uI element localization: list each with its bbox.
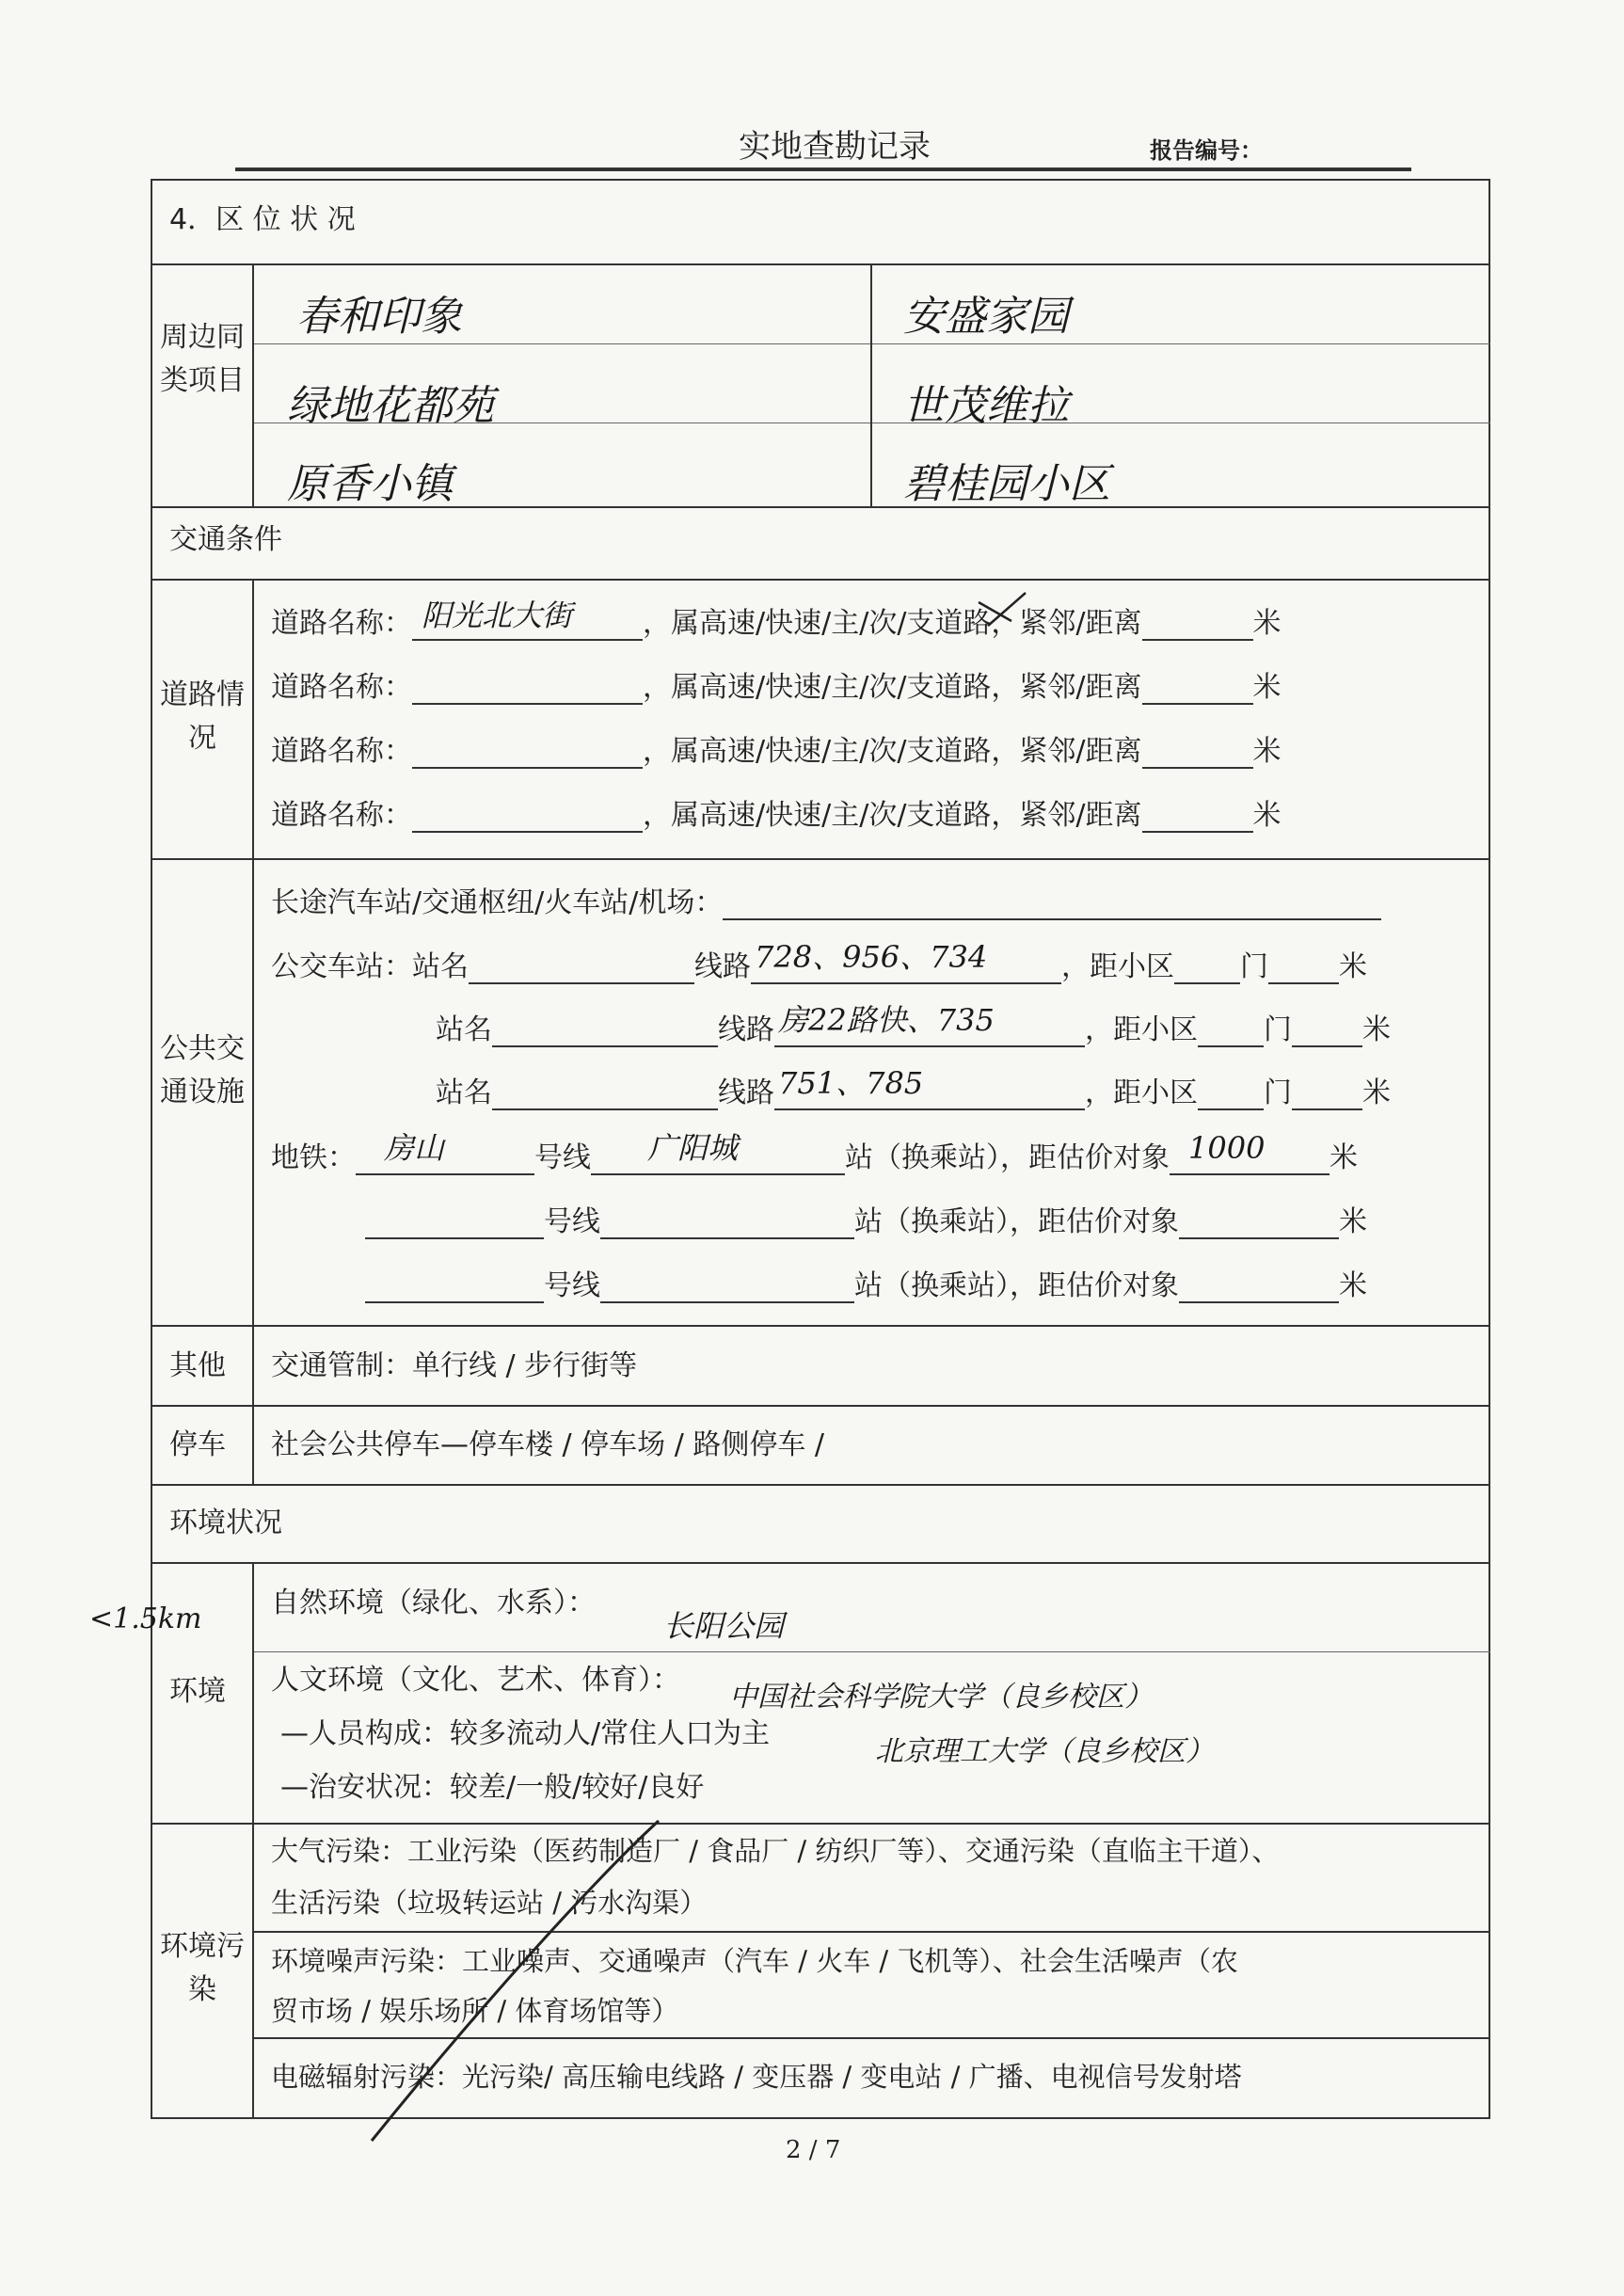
margin-note: <1.5km: [89, 1602, 202, 1635]
gate-label: 门: [1264, 1076, 1292, 1109]
distance-label: ，距小区: [1085, 1076, 1198, 1109]
unit: 米: [1252, 607, 1282, 640]
section-traffic: 交通条件: [169, 523, 282, 556]
unit: 米: [1339, 950, 1367, 983]
station-label: 站名: [412, 950, 469, 983]
noise-pollution: 环境噪声污染：工业噪声、交通噪声（汽车 / 火车 / 飞机等）、社会生活噪声（农: [271, 1945, 1238, 1977]
parking-label: 停车: [169, 1428, 226, 1461]
distance-label: ，距小区: [1085, 1013, 1198, 1046]
station-label: 站名: [436, 1076, 492, 1109]
unit: 米: [1339, 1205, 1367, 1238]
nearby-project: 绿地花都苑: [287, 382, 494, 430]
nearby-label: 周边同类项目: [160, 321, 245, 397]
road-type: ，属高速/快速/主/次/支道路，紧邻/距离: [643, 607, 1142, 640]
bus-route-value: 728、956、734: [755, 939, 988, 975]
road-prefix: 道路名称：: [271, 799, 412, 832]
road-type: ，属高速/快速/主/次/支道路，紧邻/距离: [643, 799, 1142, 832]
nearby-project: 原香小镇: [287, 460, 453, 508]
nearby-project: 春和印象: [296, 293, 462, 341]
line-label: 号线: [544, 1205, 600, 1238]
unit: 米: [1252, 735, 1282, 768]
road-type: ，属高速/快速/主/次/支道路，紧邻/距离: [643, 735, 1142, 768]
metro-prefix: 地铁：: [271, 1141, 356, 1174]
nearby-project: 碧桂园小区: [903, 460, 1110, 508]
line-label: 号线: [544, 1269, 600, 1302]
station-label: 站名: [436, 1013, 492, 1046]
bus-route-value: 房22路快、735: [778, 1002, 995, 1038]
cultural-env-value: 中国社会科学院大学（良乡校区）: [729, 1681, 1153, 1714]
environment-label: 环境: [169, 1675, 226, 1708]
cultural-env: 人文环境（文化、艺术、体育）：: [271, 1664, 680, 1697]
station-suffix: 站（换乘站），距估价对象: [854, 1205, 1179, 1238]
bus-prefix: 公交车站：: [271, 950, 412, 983]
air-pollution-cont: 生活污染（垃圾转运站 / 污水沟渠）: [271, 1887, 708, 1919]
route-label: 线路: [694, 950, 751, 983]
em-pollution: 电磁辐射污染：光污染/ 高压输电线路 / 变压器 / 变电站 / 广播、电视信号发射塔: [271, 2061, 1242, 2093]
parking-text: 社会公共停车—停车楼 / 停车场 / 路侧停车 /: [271, 1428, 825, 1461]
noise-pollution-cont: 贸市场 / 娱乐场所 / 体育场馆等）: [271, 1995, 679, 2027]
metro-line-value: 房山: [384, 1130, 445, 1166]
security-status: —治安状况：较差/一般/较好/良好: [280, 1771, 705, 1804]
distance-label: ，距小区: [1061, 950, 1174, 983]
road-name-value: 阳光北大街: [422, 598, 573, 633]
nearby-project: 安盛家园: [903, 293, 1069, 341]
unit: 米: [1362, 1076, 1391, 1109]
station-suffix: 站（换乘站），距估价对象: [854, 1269, 1179, 1302]
public-transport-label: 公共交通设施: [160, 1032, 245, 1108]
section-location: 4．区 位 状 况: [169, 203, 356, 236]
natural-env: 自然环境（绿化、水系）：: [271, 1586, 596, 1619]
road-prefix: 道路名称：: [271, 735, 412, 768]
pollution-label: 环境污染: [160, 1930, 245, 2006]
station-suffix: 站（换乘站），距估价对象: [845, 1141, 1170, 1174]
natural-env-value: 长阳公园: [663, 1608, 785, 1644]
unit: 米: [1252, 799, 1282, 832]
nearby-project: 世茂维拉: [903, 382, 1069, 430]
gate-label: 门: [1240, 950, 1268, 983]
metro-distance-value: 1000: [1188, 1130, 1266, 1166]
air-pollution: 大气污染：工业污染（医药制造厂 / 食品厂 / 纺织厂等）、交通污染（直临主干道）、: [271, 1835, 1280, 1867]
unit: 米: [1339, 1269, 1367, 1302]
other-label: 其他: [169, 1349, 226, 1382]
bus-route-value: 751、785: [778, 1065, 924, 1101]
line-label: 号线: [534, 1141, 591, 1174]
unit: 米: [1362, 1013, 1391, 1046]
section-environment: 环境状况: [169, 1507, 282, 1539]
people-composition: —人员构成：较多流动人/常住人口为主: [280, 1717, 771, 1750]
page-number: 2 / 7: [786, 2136, 841, 2164]
route-label: 线路: [718, 1076, 774, 1109]
report-number-label: 报告编号：: [1150, 137, 1263, 164]
gate-label: 门: [1264, 1013, 1292, 1046]
road-prefix: 道路名称：: [271, 671, 412, 704]
road-type: ，属高速/快速/主/次/支道路，紧邻/距离: [643, 671, 1142, 704]
long-distance-label: 长途汽车站/交通枢纽/火车站/机场：: [271, 886, 724, 919]
roads-label: 道路情况: [160, 678, 245, 755]
traffic-control: 交通管制：单行线 / 步行街等: [271, 1349, 638, 1382]
cultural-env-value-2: 北京理工大学（良乡校区）: [875, 1735, 1214, 1768]
route-label: 线路: [718, 1013, 774, 1046]
road-prefix: 道路名称：: [271, 607, 412, 640]
unit: 米: [1329, 1141, 1358, 1174]
unit: 米: [1252, 671, 1282, 704]
document-title: 实地查勘记录: [739, 128, 931, 166]
metro-station-value: 广阳城: [647, 1130, 739, 1166]
